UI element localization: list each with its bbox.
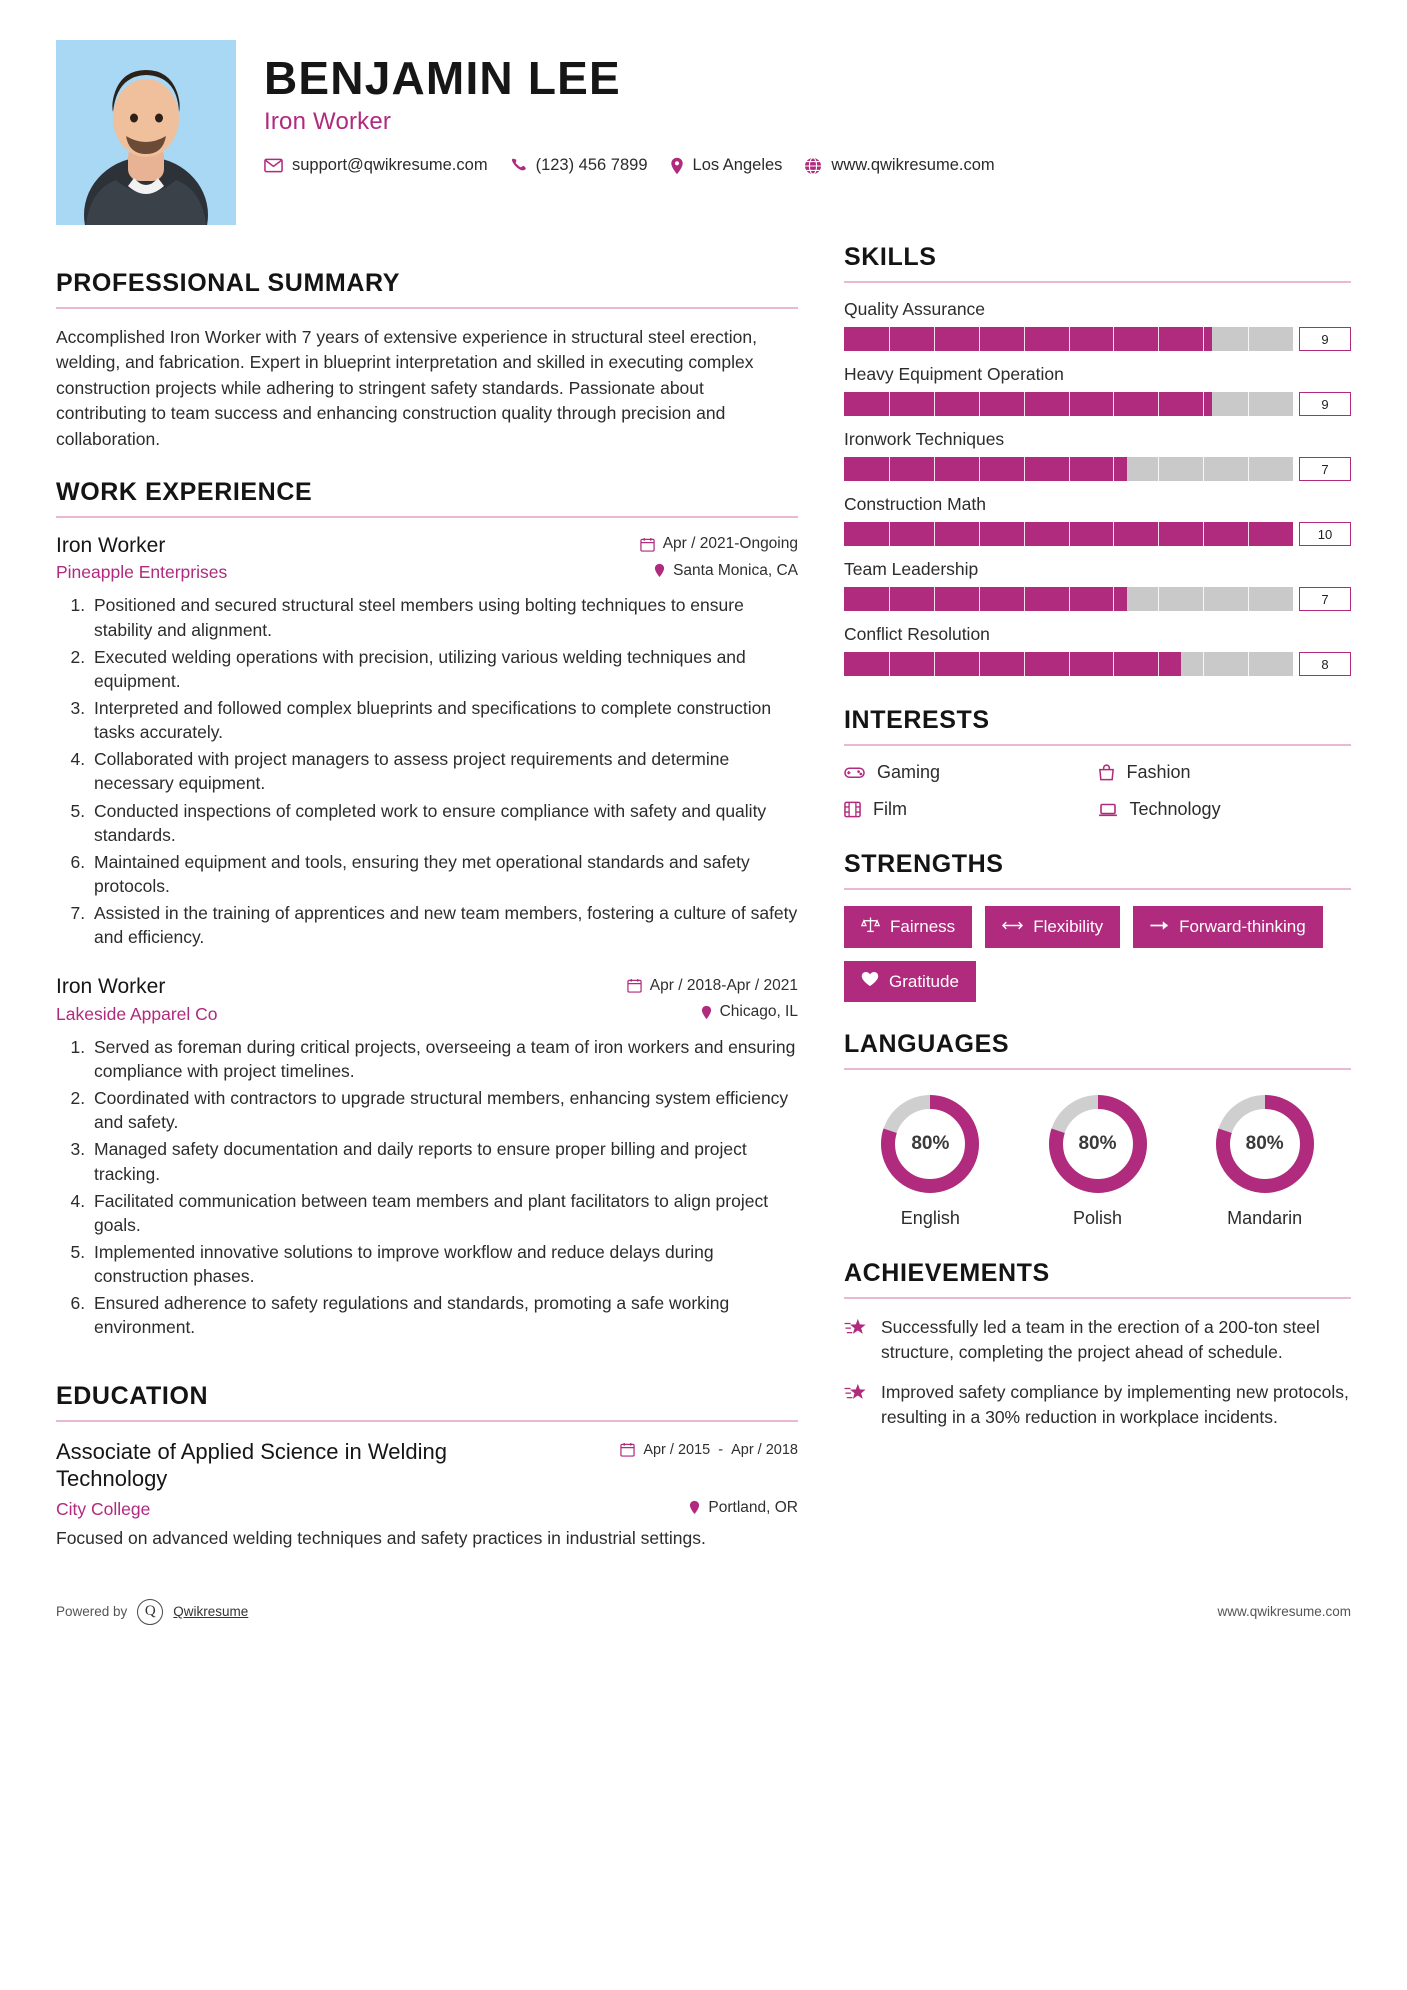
education-location-text: Portland, OR bbox=[708, 1498, 798, 1516]
language-percent: 80% bbox=[1245, 1133, 1284, 1154]
location-pin-icon bbox=[670, 157, 684, 175]
education-degree: Associate of Applied Science in Welding Technology bbox=[56, 1438, 447, 1492]
location-pin-icon bbox=[701, 1005, 712, 1020]
language-donut bbox=[878, 1092, 982, 1196]
section-title-languages: LANGUAGES bbox=[844, 1030, 1010, 1058]
qwikresume-logo-icon: Q bbox=[137, 1599, 163, 1625]
skill-label: Construction Math bbox=[844, 494, 987, 514]
education-description: Focused on advanced welding techniques and safety practices in industrial settings. bbox=[56, 1528, 706, 1549]
job-location bbox=[654, 562, 798, 580]
calendar-icon bbox=[620, 1442, 635, 1457]
strength-label: Flexibility bbox=[1033, 917, 1104, 936]
star-icon bbox=[844, 1315, 868, 1364]
strength-label: Gratitude bbox=[889, 971, 959, 991]
contact-location-text: Los Angeles bbox=[692, 156, 783, 175]
contact-location bbox=[670, 156, 783, 175]
contact-email-text: support@qwikresume.com bbox=[292, 156, 488, 175]
language-donut bbox=[1213, 1092, 1317, 1196]
header-text bbox=[264, 40, 1351, 175]
list-item: 3. Interpreted and followed complex blueprints and specifications to complete construction tasks accurately. bbox=[90, 696, 798, 744]
interest-item bbox=[1098, 762, 1352, 783]
skill-value: 10 bbox=[1299, 522, 1351, 546]
job-dates-text: Apr / 2021-Ongoing bbox=[662, 535, 798, 553]
skill-bar bbox=[844, 587, 1351, 611]
interest-label: Technology bbox=[1129, 799, 1221, 819]
work-entry bbox=[56, 975, 798, 1339]
skill-item bbox=[844, 299, 1351, 351]
divider bbox=[56, 307, 798, 309]
skill-track bbox=[844, 652, 1293, 676]
resume-header bbox=[56, 40, 1351, 243]
strength-label: Forward-thinking bbox=[1179, 917, 1306, 936]
language-donut bbox=[1046, 1092, 1150, 1196]
skill-track bbox=[844, 327, 1293, 351]
avatar bbox=[56, 40, 236, 225]
list-item: 6. Maintained equipment and tools, ensuring they met operational standards and safety protocols. bbox=[90, 850, 798, 898]
job-dates bbox=[640, 535, 798, 553]
section-title-interests: INTERESTS bbox=[844, 706, 990, 734]
envelope-icon bbox=[264, 158, 283, 173]
section-title-strengths: STRENGTHS bbox=[844, 850, 1004, 878]
skill-fill bbox=[844, 327, 1212, 351]
skill-track bbox=[844, 587, 1293, 611]
contact-website[interactable] bbox=[804, 156, 994, 175]
contact-website-text: www.qwikresume.com bbox=[831, 156, 995, 175]
job-bullets bbox=[56, 593, 798, 949]
arrows-horizontal-icon bbox=[1002, 917, 1023, 937]
skill-item bbox=[844, 429, 1351, 481]
right-column bbox=[844, 243, 1351, 1551]
job-company: Pineapple Enterprises bbox=[56, 562, 228, 583]
language-item bbox=[1182, 1092, 1347, 1229]
gamepad-icon bbox=[844, 765, 865, 780]
skill-fill bbox=[844, 457, 1127, 481]
language-item bbox=[1015, 1092, 1180, 1229]
language-percent: 80% bbox=[1078, 1133, 1117, 1154]
divider bbox=[56, 516, 798, 518]
achievement-text: Successfully led a team in the erection of a 200-ton steel structure, completing the project ahead of schedule. bbox=[881, 1317, 1320, 1362]
heart-icon bbox=[861, 971, 879, 992]
achievement-text: Improved safety compliance by implementing new protocols, resulting in a 30% reduction in workplace incidents. bbox=[881, 1382, 1349, 1427]
divider bbox=[844, 744, 1351, 746]
interests-list bbox=[844, 762, 1351, 836]
skill-item bbox=[844, 494, 1351, 546]
skill-bar bbox=[844, 327, 1351, 351]
scales-icon bbox=[861, 916, 880, 938]
laptop-icon bbox=[1098, 802, 1118, 818]
job-dates bbox=[627, 977, 798, 995]
powered-by bbox=[56, 1599, 248, 1625]
section-title-skills: SKILLS bbox=[844, 243, 937, 271]
list-item: 1. Positioned and secured structural steel members using bolting techniques to ensure stability and alignment. bbox=[90, 593, 798, 641]
job-location-text: Santa Monica, CA bbox=[673, 561, 798, 579]
job-location-text: Chicago, IL bbox=[719, 1003, 798, 1021]
divider bbox=[844, 1068, 1351, 1070]
arrow-right-icon bbox=[1150, 917, 1169, 937]
page-title: BENJAMIN LEE bbox=[264, 52, 621, 104]
skill-label: Conflict Resolution bbox=[844, 624, 990, 644]
skill-bar bbox=[844, 522, 1351, 546]
skill-label: Team Leadership bbox=[844, 559, 979, 579]
interest-item bbox=[1098, 799, 1352, 820]
skill-fill bbox=[844, 652, 1181, 676]
job-location bbox=[701, 1003, 798, 1021]
skill-label: Heavy Equipment Operation bbox=[844, 364, 1064, 384]
location-pin-icon bbox=[689, 1500, 700, 1515]
education-dates bbox=[620, 1438, 798, 1459]
strength-item bbox=[1133, 906, 1323, 948]
education-date-end: Apr / 2018 bbox=[731, 1441, 798, 1458]
footer-website[interactable]: www.qwikresume.com bbox=[1217, 1604, 1351, 1620]
list-item: 1. Served as foreman during critical projects, overseeing a team of iron workers and ensuring compliance with project timelines. bbox=[90, 1035, 798, 1083]
strength-item bbox=[985, 906, 1120, 948]
star-icon bbox=[844, 1380, 868, 1429]
skill-bar bbox=[844, 457, 1351, 481]
list-item: 4. Collaborated with project managers to assess project requirements and determine necessary equipment. bbox=[90, 747, 798, 795]
divider bbox=[844, 281, 1351, 283]
skill-track bbox=[844, 457, 1293, 481]
list-item: 2. Executed welding operations with precision, utilizing various welding techniques and equipment. bbox=[90, 645, 798, 693]
phone-icon bbox=[510, 157, 527, 174]
language-name: English bbox=[900, 1208, 960, 1228]
list-item: 4. Facilitated communication between team members and plant facilitators to align project goals. bbox=[90, 1189, 798, 1237]
skill-value: 8 bbox=[1299, 652, 1351, 676]
interest-item bbox=[844, 762, 1098, 783]
job-dates-text: Apr / 2018-Apr / 2021 bbox=[649, 976, 798, 994]
section-title-education: EDUCATION bbox=[56, 1381, 209, 1410]
skill-value: 7 bbox=[1299, 457, 1351, 481]
interest-label: Film bbox=[873, 799, 907, 819]
divider bbox=[844, 1297, 1351, 1299]
film-icon bbox=[844, 801, 861, 818]
strength-label: Fairness bbox=[890, 917, 956, 936]
list-item: 3. Managed safety documentation and daily reports to ensure proper billing and project tracking. bbox=[90, 1137, 798, 1185]
language-item bbox=[848, 1092, 1013, 1229]
qwikresume-link[interactable]: Qwikresume bbox=[173, 1604, 249, 1620]
job-bullets bbox=[56, 1035, 798, 1340]
contact-email[interactable] bbox=[264, 156, 488, 175]
work-entry bbox=[56, 534, 798, 949]
section-title-achievements: ACHIEVEMENTS bbox=[844, 1259, 1050, 1287]
list-item: 5. Implemented innovative solutions to improve workflow and reduce delays during construction phases. bbox=[90, 1240, 798, 1288]
skill-fill bbox=[844, 392, 1212, 416]
interest-label: Gaming bbox=[877, 762, 941, 782]
skill-bar bbox=[844, 652, 1351, 676]
powered-by-label: Powered by bbox=[56, 1604, 128, 1620]
section-title-work: WORK EXPERIENCE bbox=[56, 477, 313, 506]
summary-text: Accomplished Iron Worker with 7 years of extensive experience in structural steel erection, welding, and fabrication. Expert in blueprint interpretation and skilled in executing complex construction projects while adhering to stringent safety standards. Passionate about contributing to team success and enhancing construction quality through precision and collaboration. bbox=[56, 327, 757, 449]
calendar-icon bbox=[627, 978, 642, 993]
skill-bar bbox=[844, 392, 1351, 416]
education-school: City College bbox=[56, 1499, 151, 1520]
achievement-item bbox=[844, 1380, 1351, 1429]
date-separator: - bbox=[718, 1441, 724, 1458]
strengths-list bbox=[844, 906, 1351, 1002]
list-item: 5. Conducted inspections of completed work to ensure compliance with safety and quality standards. bbox=[90, 799, 798, 847]
language-percent: 80% bbox=[911, 1133, 950, 1154]
contact-list bbox=[264, 156, 1351, 175]
divider bbox=[844, 888, 1351, 890]
language-name: Mandarin bbox=[1227, 1208, 1303, 1228]
job-role: Iron Worker bbox=[264, 108, 392, 136]
job-company: Lakeside Apparel Co bbox=[56, 1003, 218, 1024]
list-item: 6. Ensured adherence to safety regulations and standards, promoting a safe working environment. bbox=[90, 1291, 798, 1339]
left-column bbox=[56, 243, 798, 1551]
skill-track bbox=[844, 392, 1293, 416]
skill-item bbox=[844, 559, 1351, 611]
skill-value: 9 bbox=[1299, 392, 1351, 416]
location-pin-icon bbox=[654, 563, 665, 578]
handbag-icon bbox=[1098, 764, 1115, 781]
achievement-item bbox=[844, 1315, 1351, 1364]
language-name: Polish bbox=[1072, 1208, 1123, 1228]
contact-phone[interactable] bbox=[510, 156, 648, 175]
education-location bbox=[689, 1499, 798, 1517]
divider bbox=[56, 1420, 798, 1422]
calendar-icon bbox=[640, 537, 655, 552]
skill-item bbox=[844, 364, 1351, 416]
list-item: 2. Coordinated with contractors to upgrade structural members, enhancing system efficiency and safety. bbox=[90, 1086, 798, 1134]
contact-phone-text: (123) 456 7899 bbox=[535, 156, 648, 175]
skill-fill bbox=[844, 587, 1127, 611]
interest-item bbox=[844, 799, 1098, 820]
globe-icon bbox=[804, 157, 822, 175]
skill-item bbox=[844, 624, 1351, 676]
job-title: Iron Worker bbox=[56, 533, 166, 557]
skill-label: Quality Assurance bbox=[844, 299, 986, 319]
list-item: 7. Assisted in the training of apprentices and new team members, fostering a culture of safety and efficiency. bbox=[90, 901, 798, 949]
languages-list bbox=[844, 1086, 1351, 1229]
interest-label: Fashion bbox=[1126, 762, 1191, 782]
job-title: Iron Worker bbox=[56, 975, 166, 999]
education-entry bbox=[56, 1438, 798, 1551]
skills-list bbox=[844, 299, 1351, 676]
skill-track bbox=[844, 522, 1293, 546]
skill-value: 7 bbox=[1299, 587, 1351, 611]
section-title-summary: PROFESSIONAL SUMMARY bbox=[56, 269, 400, 297]
skill-value: 9 bbox=[1299, 327, 1351, 351]
strength-item bbox=[844, 961, 976, 1002]
achievements-list bbox=[844, 1315, 1351, 1429]
skill-label: Ironwork Techniques bbox=[844, 429, 1005, 449]
strength-item bbox=[844, 906, 972, 948]
education-date-start: Apr / 2015 bbox=[643, 1441, 711, 1458]
page-footer bbox=[56, 1581, 1351, 1647]
